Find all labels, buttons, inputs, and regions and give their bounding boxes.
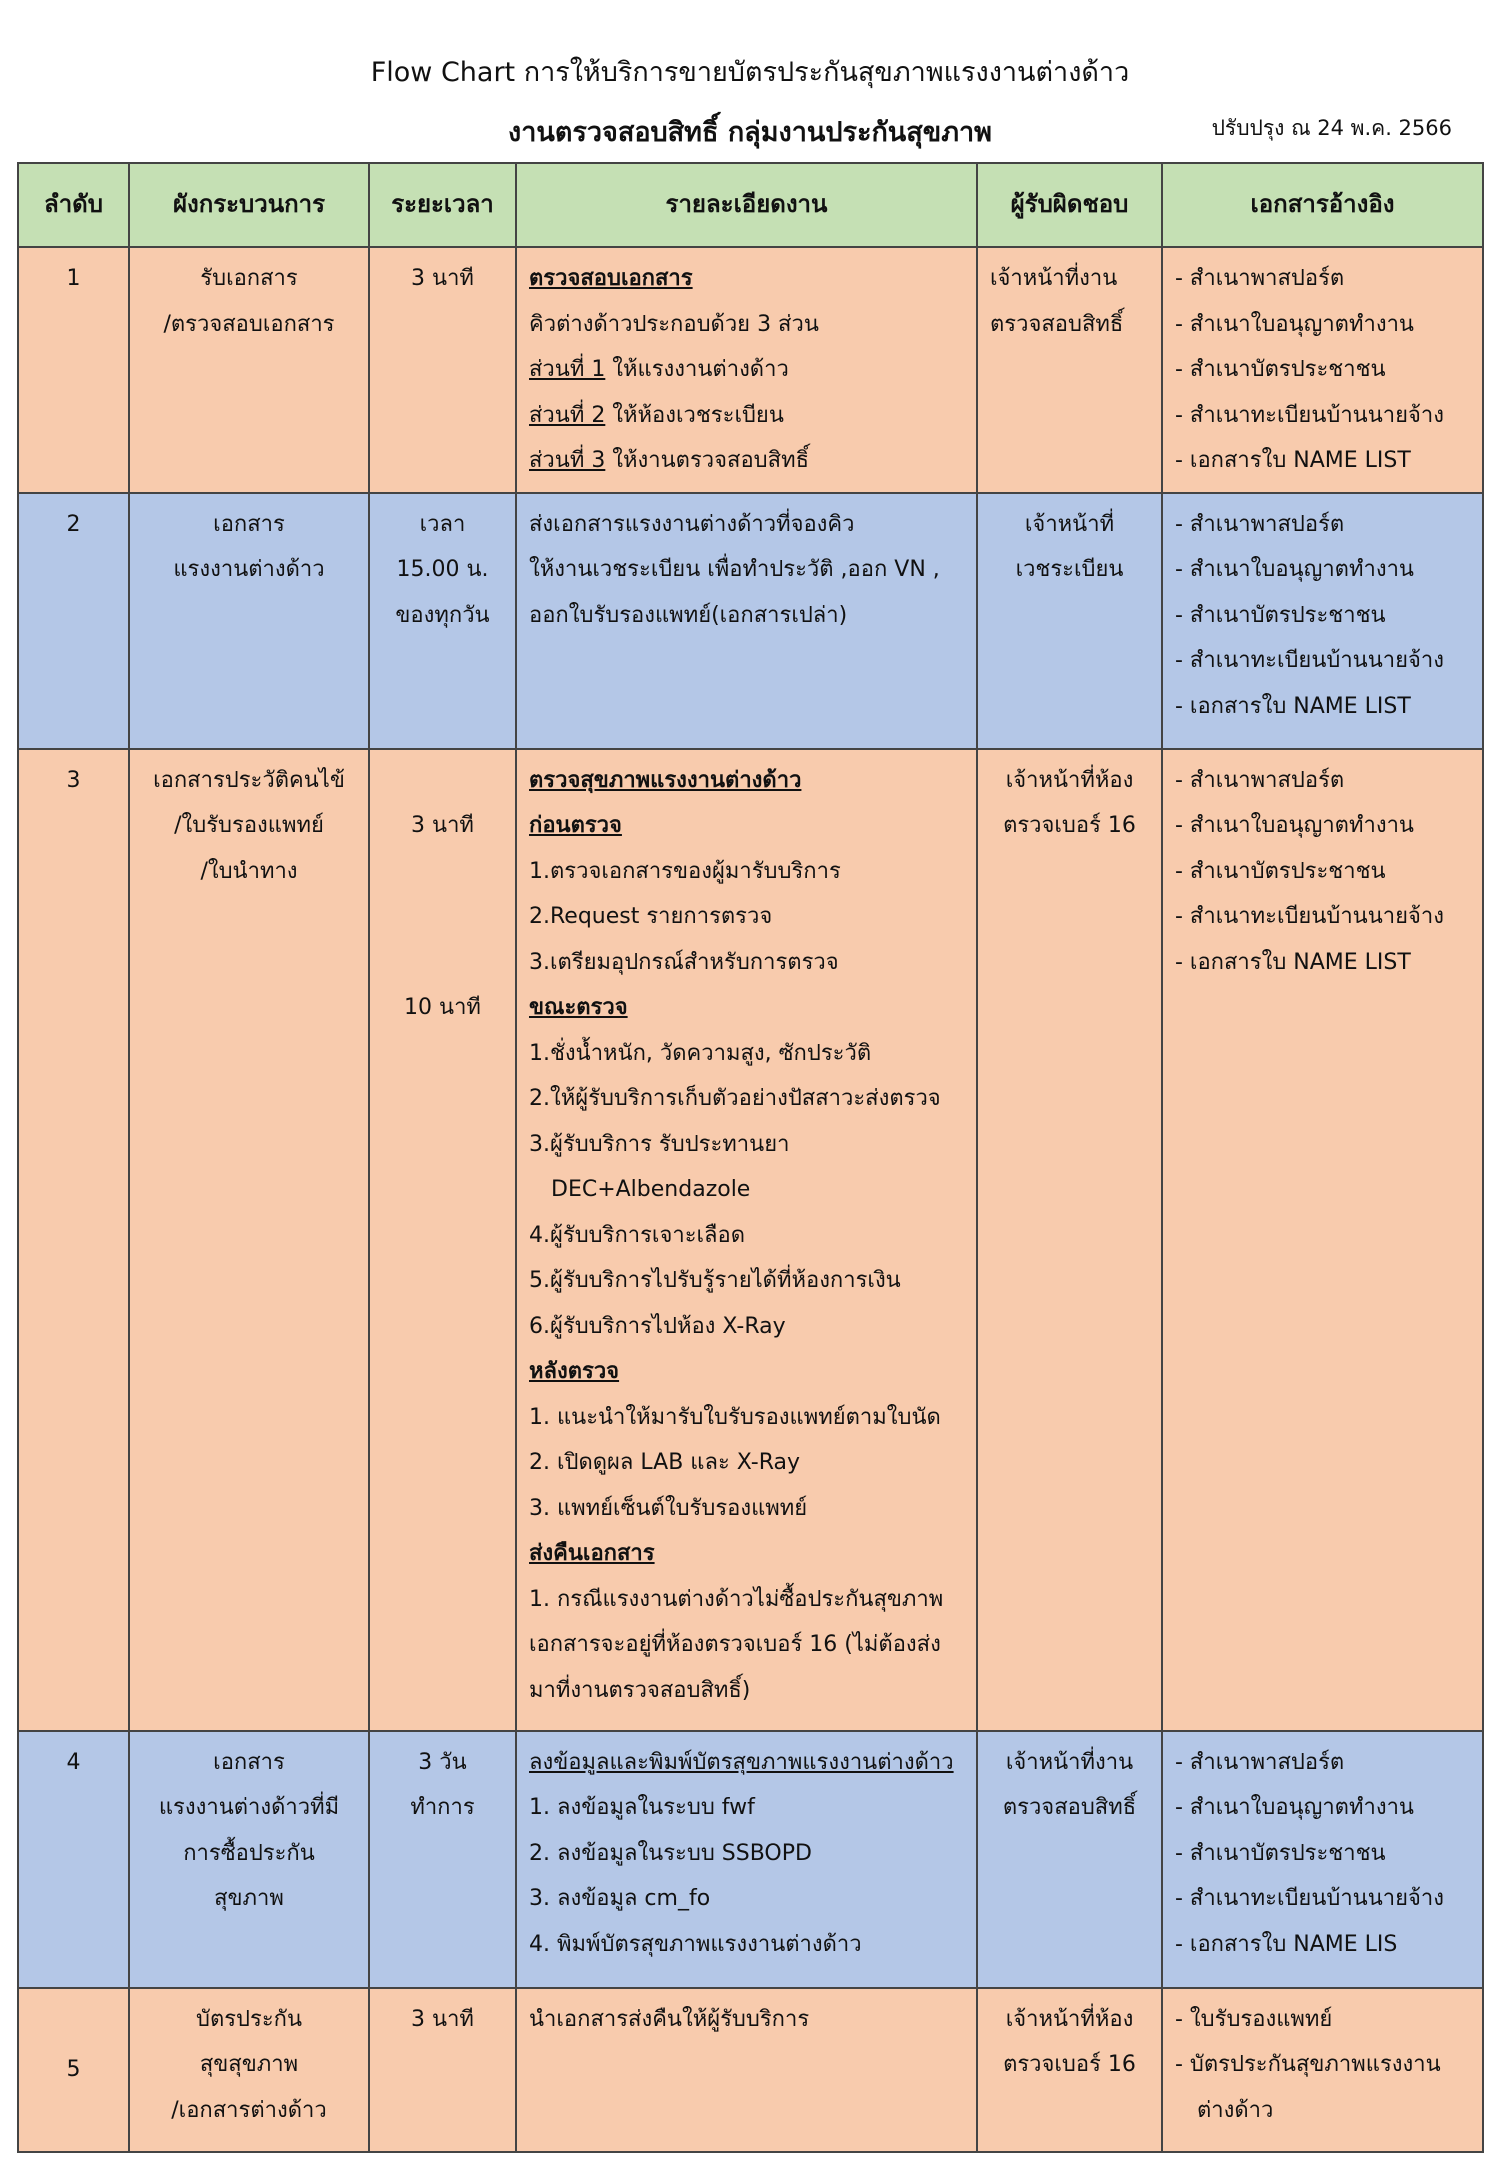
header-process: ผังกระบวนการ	[129, 163, 369, 247]
doc-item: - สำเนาพาสปอร์ต	[1175, 767, 1345, 793]
detail-line: คิวต่างด้าวประกอบด้วย 3 ส่วน	[529, 311, 819, 337]
process-line: เอกสาร	[213, 1749, 285, 1775]
detail-line: เอกสารจะอยู่ที่ห้องตรวจเบอร์ 16 (ไม่ต้องส่ง	[529, 1632, 941, 1657]
part-text: ให้แรงงานต่างด้าว	[605, 357, 789, 382]
responsible-line: เจ้าหน้าที่ห้อง	[1005, 767, 1134, 793]
row-process	[129, 749, 369, 1731]
row-detail	[516, 493, 977, 749]
responsible-line: เจ้าหน้าที่งาน	[990, 266, 1118, 291]
detail-part	[529, 393, 964, 439]
responsible-line: เจ้าหน้าที่	[1024, 511, 1115, 537]
row-responsible	[977, 493, 1162, 749]
flow-chart-table	[17, 162, 1484, 2153]
doc-item: - สำเนาใบอนุญาตทำงาน	[1175, 1795, 1414, 1820]
row-docs	[1162, 1731, 1483, 1988]
row-detail	[516, 749, 977, 1731]
detail-line: 1. กรณีแรงงานต่างด้าวไม่ซื้อประกันสุขภาพ	[529, 1586, 944, 1612]
row-no: 2	[18, 493, 129, 749]
row-no: 4	[18, 1731, 129, 1988]
row-process	[129, 1731, 369, 1988]
process-line: สุขสุขภาพ	[199, 2052, 299, 2077]
detail-part	[529, 347, 964, 393]
doc-item: - สำเนาใบอนุญาตทำงาน	[1175, 557, 1414, 582]
doc-item: - สำเนาทะเบียนบ้านนายจ้าง	[1175, 402, 1444, 428]
detail-line: ให้งานเวชระเบียน เพื่อทำประวัติ ,ออก VN ,	[529, 557, 940, 582]
detail-line: 2. ลงข้อมูลในระบบ SSBOPD	[529, 1840, 812, 1866]
table-row	[18, 493, 1483, 749]
detail-line: มาที่งานตรวจสอบสิทธิ์)	[529, 1677, 751, 1703]
before-title: ก่อนตรวจ	[529, 813, 622, 838]
responsible-line: ตรวจสอบสิทธิ์	[1002, 1795, 1137, 1820]
detail-line: 3. แพทย์เซ็นต์ใบรับรองแพทย์	[529, 1495, 808, 1521]
row-time	[369, 749, 516, 1731]
part-label: ส่วนที่ 2	[529, 402, 606, 428]
detail-line: 3. ลงข้อมูล cm_fo	[529, 1886, 711, 1911]
detail-line: 2. เปิดดูผล LAB และ X-Ray	[529, 1450, 800, 1475]
detail-line: 6.ผู้รับบริการไปห้อง X-Ray	[529, 1313, 786, 1339]
time-line: 10 นาที	[404, 995, 481, 1020]
table-row	[18, 749, 1483, 1731]
responsible-line: ตรวจเบอร์ 16	[1003, 2052, 1136, 2077]
during-title: ขณะตรวจ	[529, 995, 628, 1020]
row-docs	[1162, 247, 1483, 493]
doc-item: - เอกสารใบ NAME LIST	[1175, 693, 1411, 719]
doc-item: - ใบรับรองแพทย์	[1175, 2006, 1333, 2032]
detail-line: 1.ชั่งน้ำหนัก, วัดความสูง, ซักประวัติ	[529, 1040, 872, 1066]
detail-line: 1. แนะนำให้มารับใบรับรองแพทย์ตามใบนัด	[529, 1404, 941, 1430]
row-process	[129, 247, 369, 493]
row-responsible	[977, 749, 1162, 1731]
header-no: ลำดับ	[18, 163, 129, 247]
doc-item: - สำเนาบัตรประชาชน	[1175, 858, 1386, 884]
doc-item: - สำเนาทะเบียนบ้านนายจ้าง	[1175, 648, 1444, 673]
detail-title: ตรวจสุขภาพแรงงานต่างด้าว	[529, 767, 802, 793]
row-no: 3	[18, 749, 129, 1731]
process-line: /ตรวจสอบเอกสาร	[163, 311, 335, 337]
row-no: 5	[18, 1988, 129, 2152]
return-title: ส่งคืนเอกสาร	[529, 1541, 655, 1566]
doc-item: - สำเนาทะเบียนบ้านนายจ้าง	[1175, 904, 1444, 929]
header-detail: รายละเอียดงาน	[516, 163, 977, 247]
doc-item: - สำเนาใบอนุญาตทำงาน	[1175, 813, 1414, 838]
header-time: ระยะเวลา	[369, 163, 516, 247]
detail-line: 1. ลงข้อมูลในระบบ fwf	[529, 1795, 755, 1820]
responsible-line: เจ้าหน้าที่งาน	[1005, 1749, 1134, 1775]
table-row	[18, 247, 1483, 493]
detail-part	[529, 438, 964, 484]
process-line: แรงงานต่างด้าวที่มี	[158, 1795, 340, 1820]
row-detail	[516, 1731, 977, 1988]
process-line: การซื้อประกัน	[183, 1840, 315, 1866]
row-detail	[516, 247, 977, 493]
process-line: แรงงานต่างด้าว	[173, 557, 325, 582]
part-label: ส่วนที่ 1	[529, 357, 606, 382]
process-line: บัตรประกัน	[195, 2006, 303, 2032]
doc-item: ต่างด้าว	[1197, 2097, 1274, 2123]
updated-date: ปรับปรุง ณ 24 พ.ค. 2566	[1211, 116, 1452, 140]
detail-line: ออกใบรับรองแพทย์(เอกสารเปล่า)	[529, 602, 848, 628]
doc-item: - เอกสารใบ NAME LIST	[1175, 448, 1411, 473]
row-process	[129, 1988, 369, 2152]
row-no: 1	[18, 247, 129, 493]
part-label: ส่วนที่ 3	[529, 448, 606, 473]
time-line: 3 นาที	[411, 266, 474, 291]
row-time	[369, 493, 516, 749]
process-line: /ใบนำทาง	[200, 858, 298, 884]
part-text: ให้ห้องเวชระเบียน	[605, 402, 784, 428]
row-responsible	[977, 1731, 1162, 1988]
detail-line: 5.ผู้รับบริการไปรับรู้รายได้ที่ห้องการเงิน	[529, 1268, 901, 1293]
row-time	[369, 1988, 516, 2152]
table-row	[18, 1988, 1483, 2152]
row-docs	[1162, 493, 1483, 749]
process-line: สุขภาพ	[214, 1886, 284, 1911]
row-detail	[516, 1988, 977, 2152]
detail-line: DEC+Albendazole	[551, 1177, 751, 1202]
row-time	[369, 247, 516, 493]
detail-line: 4. พิมพ์บัตรสุขภาพแรงงานต่างด้าว	[529, 1931, 862, 1957]
responsible-line: เวชระเบียน	[1015, 557, 1124, 582]
doc-item: - สำเนาบัตรประชาชน	[1175, 1840, 1386, 1866]
process-line: /ใบรับรองแพทย์	[174, 813, 324, 838]
time-line: 15.00 น.	[396, 557, 489, 582]
doc-item: - บัตรประกันสุขภาพแรงงาน	[1175, 2052, 1441, 2077]
time-line: 3 นาที	[411, 2006, 474, 2032]
time-line: 3 วัน	[418, 1749, 467, 1775]
time-line: ทำการ	[410, 1795, 475, 1820]
responsible-line: เจ้าหน้าที่ห้อง	[1005, 2006, 1134, 2032]
row-time	[369, 1731, 516, 1988]
detail-line: นำเอกสารส่งคืนให้ผู้รับบริการ	[529, 2006, 810, 2032]
process-line: /เอกสารต่างด้าว	[171, 2097, 327, 2123]
row-process	[129, 493, 369, 749]
doc-item: - สำเนาใบอนุญาตทำงาน	[1175, 311, 1414, 337]
doc-item: - สำเนาทะเบียนบ้านนายจ้าง	[1175, 1886, 1444, 1911]
responsible-line: ตรวจสอบสิทธิ์	[990, 311, 1124, 337]
detail-title: ลงข้อมูลและพิมพ์บัตรสุขภาพแรงงานต่างด้าว	[529, 1749, 954, 1775]
detail-line: ส่งเอกสารแรงงานต่างด้าวที่จองคิว	[529, 511, 855, 537]
part-text: ให้งานตรวจสอบสิทธิ์	[605, 448, 809, 473]
row-responsible	[977, 1988, 1162, 2152]
doc-item: - สำเนาบัตรประชาชน	[1175, 602, 1386, 628]
doc-item: - เอกสารใบ NAME LIST	[1175, 949, 1411, 975]
after-title: หลังตรวจ	[529, 1359, 620, 1384]
row-responsible	[977, 247, 1162, 493]
process-line: เอกสารประวัติคนไข้	[153, 767, 345, 793]
process-line: รับเอกสาร	[200, 266, 298, 291]
doc-item: - สำเนาพาสปอร์ต	[1175, 266, 1345, 291]
doc-item: - เอกสารใบ NAME LIS	[1175, 1931, 1398, 1957]
table-row	[18, 1731, 1483, 1988]
responsible-line: ตรวจเบอร์ 16	[1003, 813, 1136, 838]
row-docs	[1162, 749, 1483, 1731]
process-line: เอกสาร	[213, 511, 285, 537]
header-responsible: ผู้รับผิดชอบ	[977, 163, 1162, 247]
doc-item: - สำเนาพาสปอร์ต	[1175, 511, 1345, 537]
detail-line: 3.เตรียมอุปกรณ์สำหรับการตรวจ	[529, 949, 839, 975]
time-line: เวลา	[419, 511, 466, 537]
document-title: Flow Chart การให้บริการขายบัตรประกันสุขภาพแรงงานต่างด้าว	[370, 57, 1130, 88]
detail-line: 2.ให้ผู้รับบริการเก็บตัวอย่างปัสสาวะส่งตรวจ	[529, 1086, 941, 1111]
detail-line: 1.ตรวจเอกสารของผู้มารับบริการ	[529, 858, 841, 884]
detail-line: 3.ผู้รับบริการ รับประทานยา	[529, 1131, 790, 1157]
time-line: ของทุกวัน	[395, 602, 490, 628]
detail-title: ตรวจสอบเอกสาร	[529, 266, 693, 291]
time-line: 3 นาที	[411, 812, 474, 838]
table-header-row	[18, 163, 1483, 247]
detail-line: 2.Request รายการตรวจ	[529, 904, 773, 929]
header-docs: เอกสารอ้างอิง	[1162, 163, 1483, 247]
row-docs	[1162, 1988, 1483, 2152]
doc-item: - สำเนาพาสปอร์ต	[1175, 1749, 1345, 1775]
document-subtitle: งานตรวจสอบสิทธิ์ กลุ่มงานประกันสุขภาพ	[508, 117, 992, 148]
doc-item: - สำเนาบัตรประชาชน	[1175, 357, 1386, 382]
detail-line: 4.ผู้รับบริการเจาะเลือด	[529, 1222, 746, 1248]
